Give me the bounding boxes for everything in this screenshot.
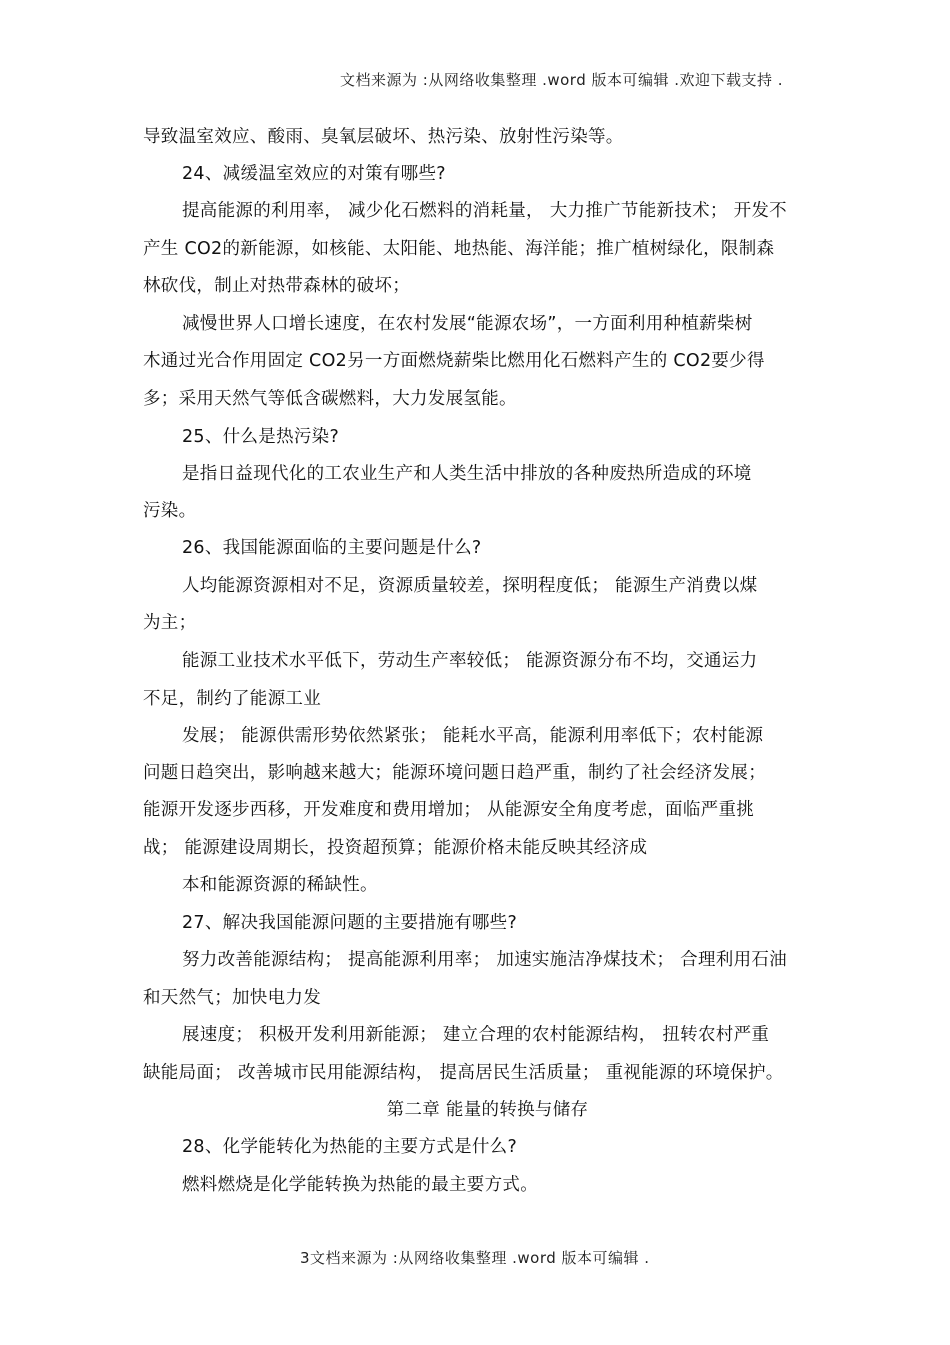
text-line: 木通过光合作用固定 CO2另一方面燃烧薪柴比燃用化石燃料产生的 CO2要少得	[143, 351, 765, 371]
text-line: 导致温室效应、酸雨、臭氧层破坏、热污染、放射性污染等。	[143, 127, 624, 147]
text-line: 努力改善能源结构； 提高能源利用率； 加速实施洁净煤技术； 合理利用石油	[182, 950, 787, 970]
text-line: 能源开发逐步西移，开发难度和费用增加； 从能源安全角度考虑，面临严重挑	[143, 800, 755, 820]
page-header: 文档来源为 :从网络收集整理 .word 版本可编辑 .欢迎下载支持 .	[340, 71, 784, 89]
text-line: 林砍伐，制止对热带森林的破坏；	[143, 276, 410, 296]
text-line: 本和能源资源的稀缺性。	[182, 875, 378, 895]
text-line: 燃料燃烧是化学能转换为热能的最主要方式。	[182, 1175, 538, 1195]
text-line: 和天然气；加快电力发	[143, 988, 321, 1008]
text-line: 产生 CO2的新能源，如核能、太阳能、地热能、海洋能；推广植树绿化，限制森	[143, 239, 775, 259]
question-27: 27、解决我国能源问题的主要措施有哪些?	[182, 913, 518, 933]
text-line: 多；采用天然气等低含碳燃料，大力发展氢能。	[143, 389, 517, 409]
question-24: 24、减缓温室效应的对策有哪些?	[182, 164, 446, 184]
text-line: 是指日益现代化的工农业生产和人类生活中排放的各种废热所造成的环境	[182, 464, 752, 484]
text-line: 展速度； 积极开发利用新能源； 建立合理的农村能源结构， 扭转农村严重	[182, 1025, 770, 1045]
text-line: 能源工业技术水平低下，劳动生产率较低； 能源资源分布不均，交通运力	[182, 651, 758, 671]
text-line: 污染。	[143, 501, 197, 521]
text-line: 缺能局面； 改善城市民用能源结构， 提高居民生活质量； 重视能源的环境保护。	[143, 1063, 784, 1083]
text-line: 战； 能源建设周期长，投资超预算；能源价格未能反映其经济成	[143, 838, 648, 858]
text-line: 不足，制约了能源工业	[143, 689, 321, 709]
text-line: 提高能源的利用率， 减少化石燃料的消耗量， 大力推广节能新技术； 开发不	[182, 201, 787, 221]
text-line: 减慢世界人口增长速度，在农村发展“能源农场”，一方面利用种植薪柴树	[182, 314, 753, 334]
text-line: 问题日趋突出，影响越来越大；能源环境问题日趋严重，制约了社会经济发展；	[143, 763, 766, 783]
text-line: 发展； 能源供需形势依然紧张； 能耗水平高，能源利用率低下；农村能源	[182, 726, 764, 746]
question-26: 26、我国能源面临的主要问题是什么?	[182, 538, 482, 558]
text-line: 为主；	[143, 613, 197, 633]
question-28: 28、化学能转化为热能的主要方式是什么?	[182, 1137, 518, 1157]
text-line: 人均能源资源相对不足，资源质量较差，探明程度低； 能源生产消费以煤	[182, 576, 758, 596]
chapter-heading: 第二章 能量的转换与储存	[386, 1100, 589, 1120]
page-footer: 3文档来源为 :从网络收集整理 .word 版本可编辑 .	[300, 1249, 650, 1267]
question-25: 25、什么是热污染?	[182, 427, 340, 447]
